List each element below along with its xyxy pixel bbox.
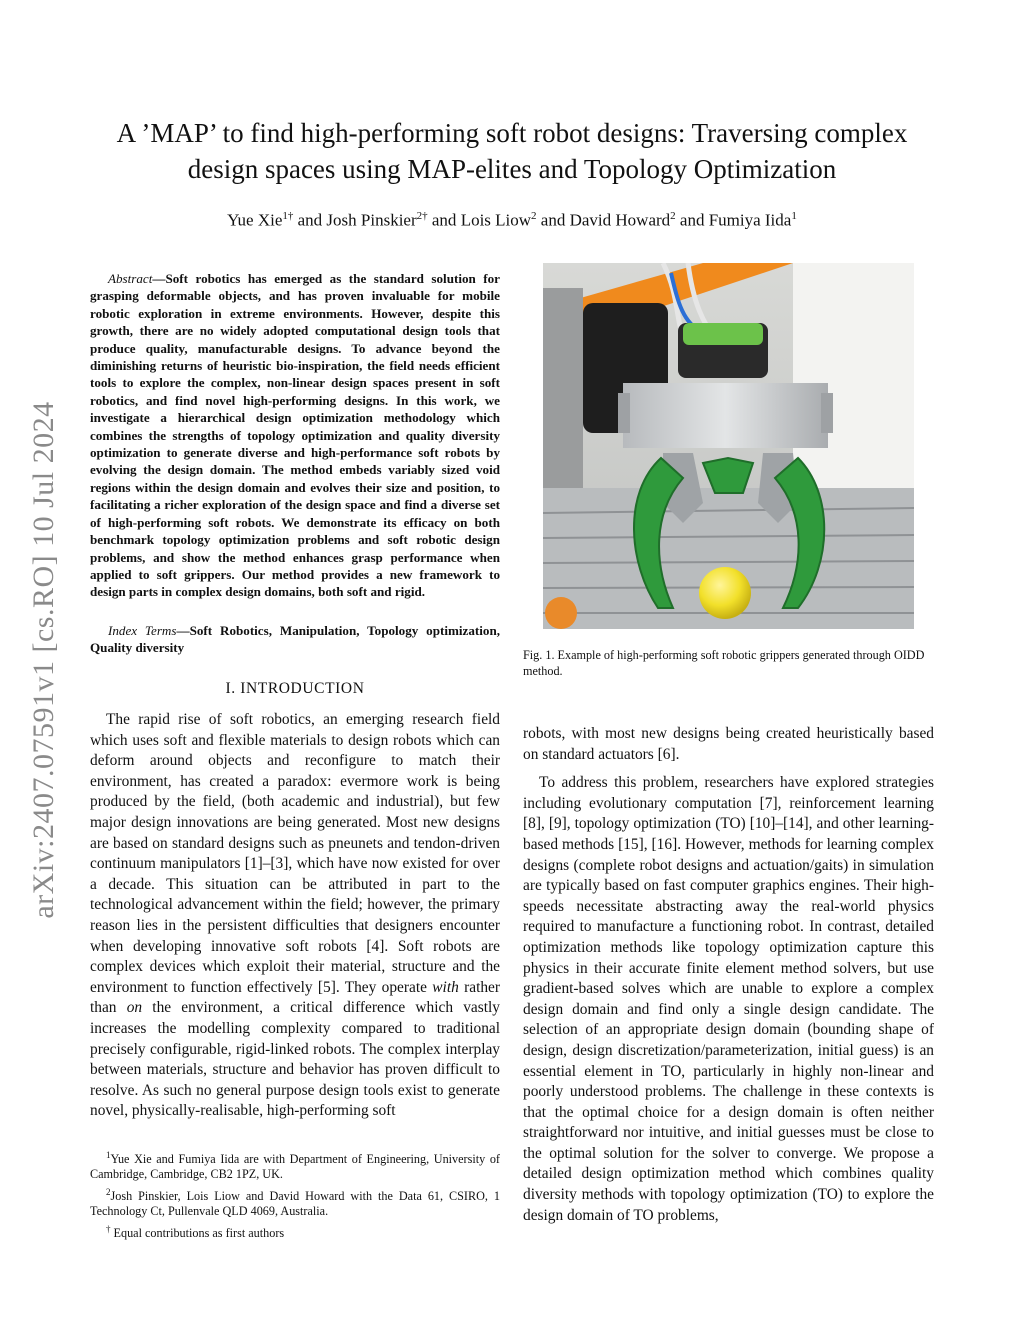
author-affiliation: 2† [416,210,428,222]
abstract-label: Abstract [108,271,153,286]
housing-cap [821,393,833,433]
footnote-text: Yue Xie and Fumiya Iida are with Department of Engineering, University of Cambridge, Cambridge, CB2 1PZ, UK. [90,1152,500,1182]
arxiv-identifier: arXiv:2407.07591v1 [cs.RO] 10 Jul 2024 [27,401,60,919]
author-name: Fumiya Iida [708,210,792,230]
abstract [90,270,500,601]
text-run: The rapid rise of soft robotics, an emerging research field which uses soft and flexible materials to design robots which can deform around objects and reconfigure to match their environment, has created a paradox: evermore work is being produced by the field, (both academic and industrial), but few major design innovations are being generated. Most new designs are based on standard designs such as pneunets and tendon-driven continuum manipulators [1]–[3], which have now existed for over a decade. This situation can be attributed in part to the technological advancement within the field; however, the primary reason lies in the persistent difficulties that designers encounter when developing innovative soft robots [4]. Soft robots are complex devices which exploit their material, structure and the environment to function effectively [5]. They operate [90,711,500,996]
index-terms [90,622,500,657]
paragraph [90,710,500,1122]
index-terms-text: Soft Robotics, Manipulation, Topology optimization, Quality diversity [90,623,501,656]
text-run: the environment, a critical difference which vastly increases the modelling complexity compared to traditional precisely configurable, rigid-linked robots. The complex interplay between materials, structure and behavior has proven difficult to resolve. As such no general purpose design tools exist to generate novel, physically-realisable, high-performing soft [90,999,500,1120]
introduction-body [90,710,500,1122]
author-name: Josh Pinskier [326,210,417,230]
abstract-dash: — [152,271,166,286]
author-joiner: and [540,210,566,230]
yellow-ball [699,567,751,619]
author-joiner: and [297,210,323,230]
figure-1-caption: Fig. 1. Example of high-performing soft robotic grippers generated through OIDD method. [523,648,925,678]
footnote-mark: † [106,1223,111,1234]
author-name: Yue Xie [227,210,283,230]
figure-1-photo [543,263,914,629]
author-joiner: and [679,210,705,230]
author-affiliation: 1† [282,210,294,222]
author-name: Lois Liow [460,210,532,230]
section-heading-introduction: I. INTRODUCTION [225,680,365,697]
author-list [60,210,964,231]
gripper-housing [623,383,828,448]
footnote-text: Josh Pinskier, Lois Liow and David Howard with the Data 61, CSIRO, 1 Technology Ct, Pullenvale QLD 4069, Australia. [90,1188,500,1219]
author-affiliation: 1 [791,210,797,222]
footnote [90,1148,500,1183]
footnote-mark: 2 [106,1186,111,1197]
footnote-mark: 1 [106,1150,111,1160]
footnote-text: Equal contributions as first authors [113,1225,285,1240]
title-line-1: A ’MAP’ to find high-performing soft robot designs: Traversing complex [116,118,908,148]
paper-title [60,115,964,187]
index-terms-dash: — [176,623,190,638]
author-affiliation: 2 [531,210,537,222]
right-column-body [523,724,934,1234]
motor-ring [683,323,763,345]
paragraph: To address this problem, researchers have explored strategies including evolutionary computation [7], reinforcement learning [8], [9], topology optimization (TO) [10]–[14], and other learning-based methods [15], [16]. However, methods for learning complex designs (complete robot designs and actuation/gaits) in simulation are typically based on fast computer graphics engines. Their high-speeds necessitate abstracting away the real-world physics required to manufacture a functioning robot. In contrast, detailed optimization methods like topology optimization capture this physics in their accurate finite element method solvers, but use gradient-based solves which are unable to explore a complex design domain and find only a single design candidate. The selection of an appropriate design domain (bounding shape of design, design discretization/parameterization, initial guess) is an essential element in TO, particularly in highly non-linear and poorly understood problems. The challenge in these contexts is that the optimal choice for a design domain is often neither straightforward nor intuitive, and initial guesses must be close to the optimal solution for the solver to converge. We propose a detailed design optimization method which combines quality diversity methods with topology optimization (TO) to explore the design domain of TO problems, [523,774,934,1224]
emphasis: on [126,999,143,1017]
author-affiliation: 2 [670,210,676,222]
abstract-text: Soft robotics has emerged as the standard solution for grasping deformable objects, and has proven invaluable for mobile robotic exploration in extreme environments. However, despite this growth, there are no widely adopted computational design tools that produce quality, manufacturable designs. To advance beyond the diminishing returns of heuristic bio-inspiration, the field needs efficient tools to explore the complex, non-linear design spaces present in soft robotics, and find novel high-performing designs. In this work, we investigate a hierarchical design optimization methodology which combines the strengths of topology optimization and quality diversity optimization to generate diverse and high-performance soft robots by evolving the design domain. The method embeds variably sized void regions within the design domain and evolves their size and position, to facilitating a richer exploration of the design space and find a diverse set of high-performing soft robots. We demonstrate its efficacy on both benchmark topology optimization problems and soft robotic design problems, and show the method enhances grasp performance when applied to soft grippers. Our method provides a new framework to design parts in complex design domains, both soft and rigid. [90,271,500,600]
text-run: rather than [90,978,501,1017]
orange-part [545,597,577,629]
footnote [90,1222,500,1241]
title-line-2: design spaces using MAP-elites and Topology Optimization [187,154,837,184]
footnotes [90,1148,500,1243]
footnote [90,1185,500,1220]
housing-cap [618,393,630,433]
emphasis: with [432,978,459,996]
index-terms-label: Index Terms [108,623,177,638]
author-joiner: and [431,210,457,230]
author-name: David Howard [569,210,671,230]
paragraph: robots, with most new designs being created heuristically based on standard actuators [6]. [523,725,934,763]
